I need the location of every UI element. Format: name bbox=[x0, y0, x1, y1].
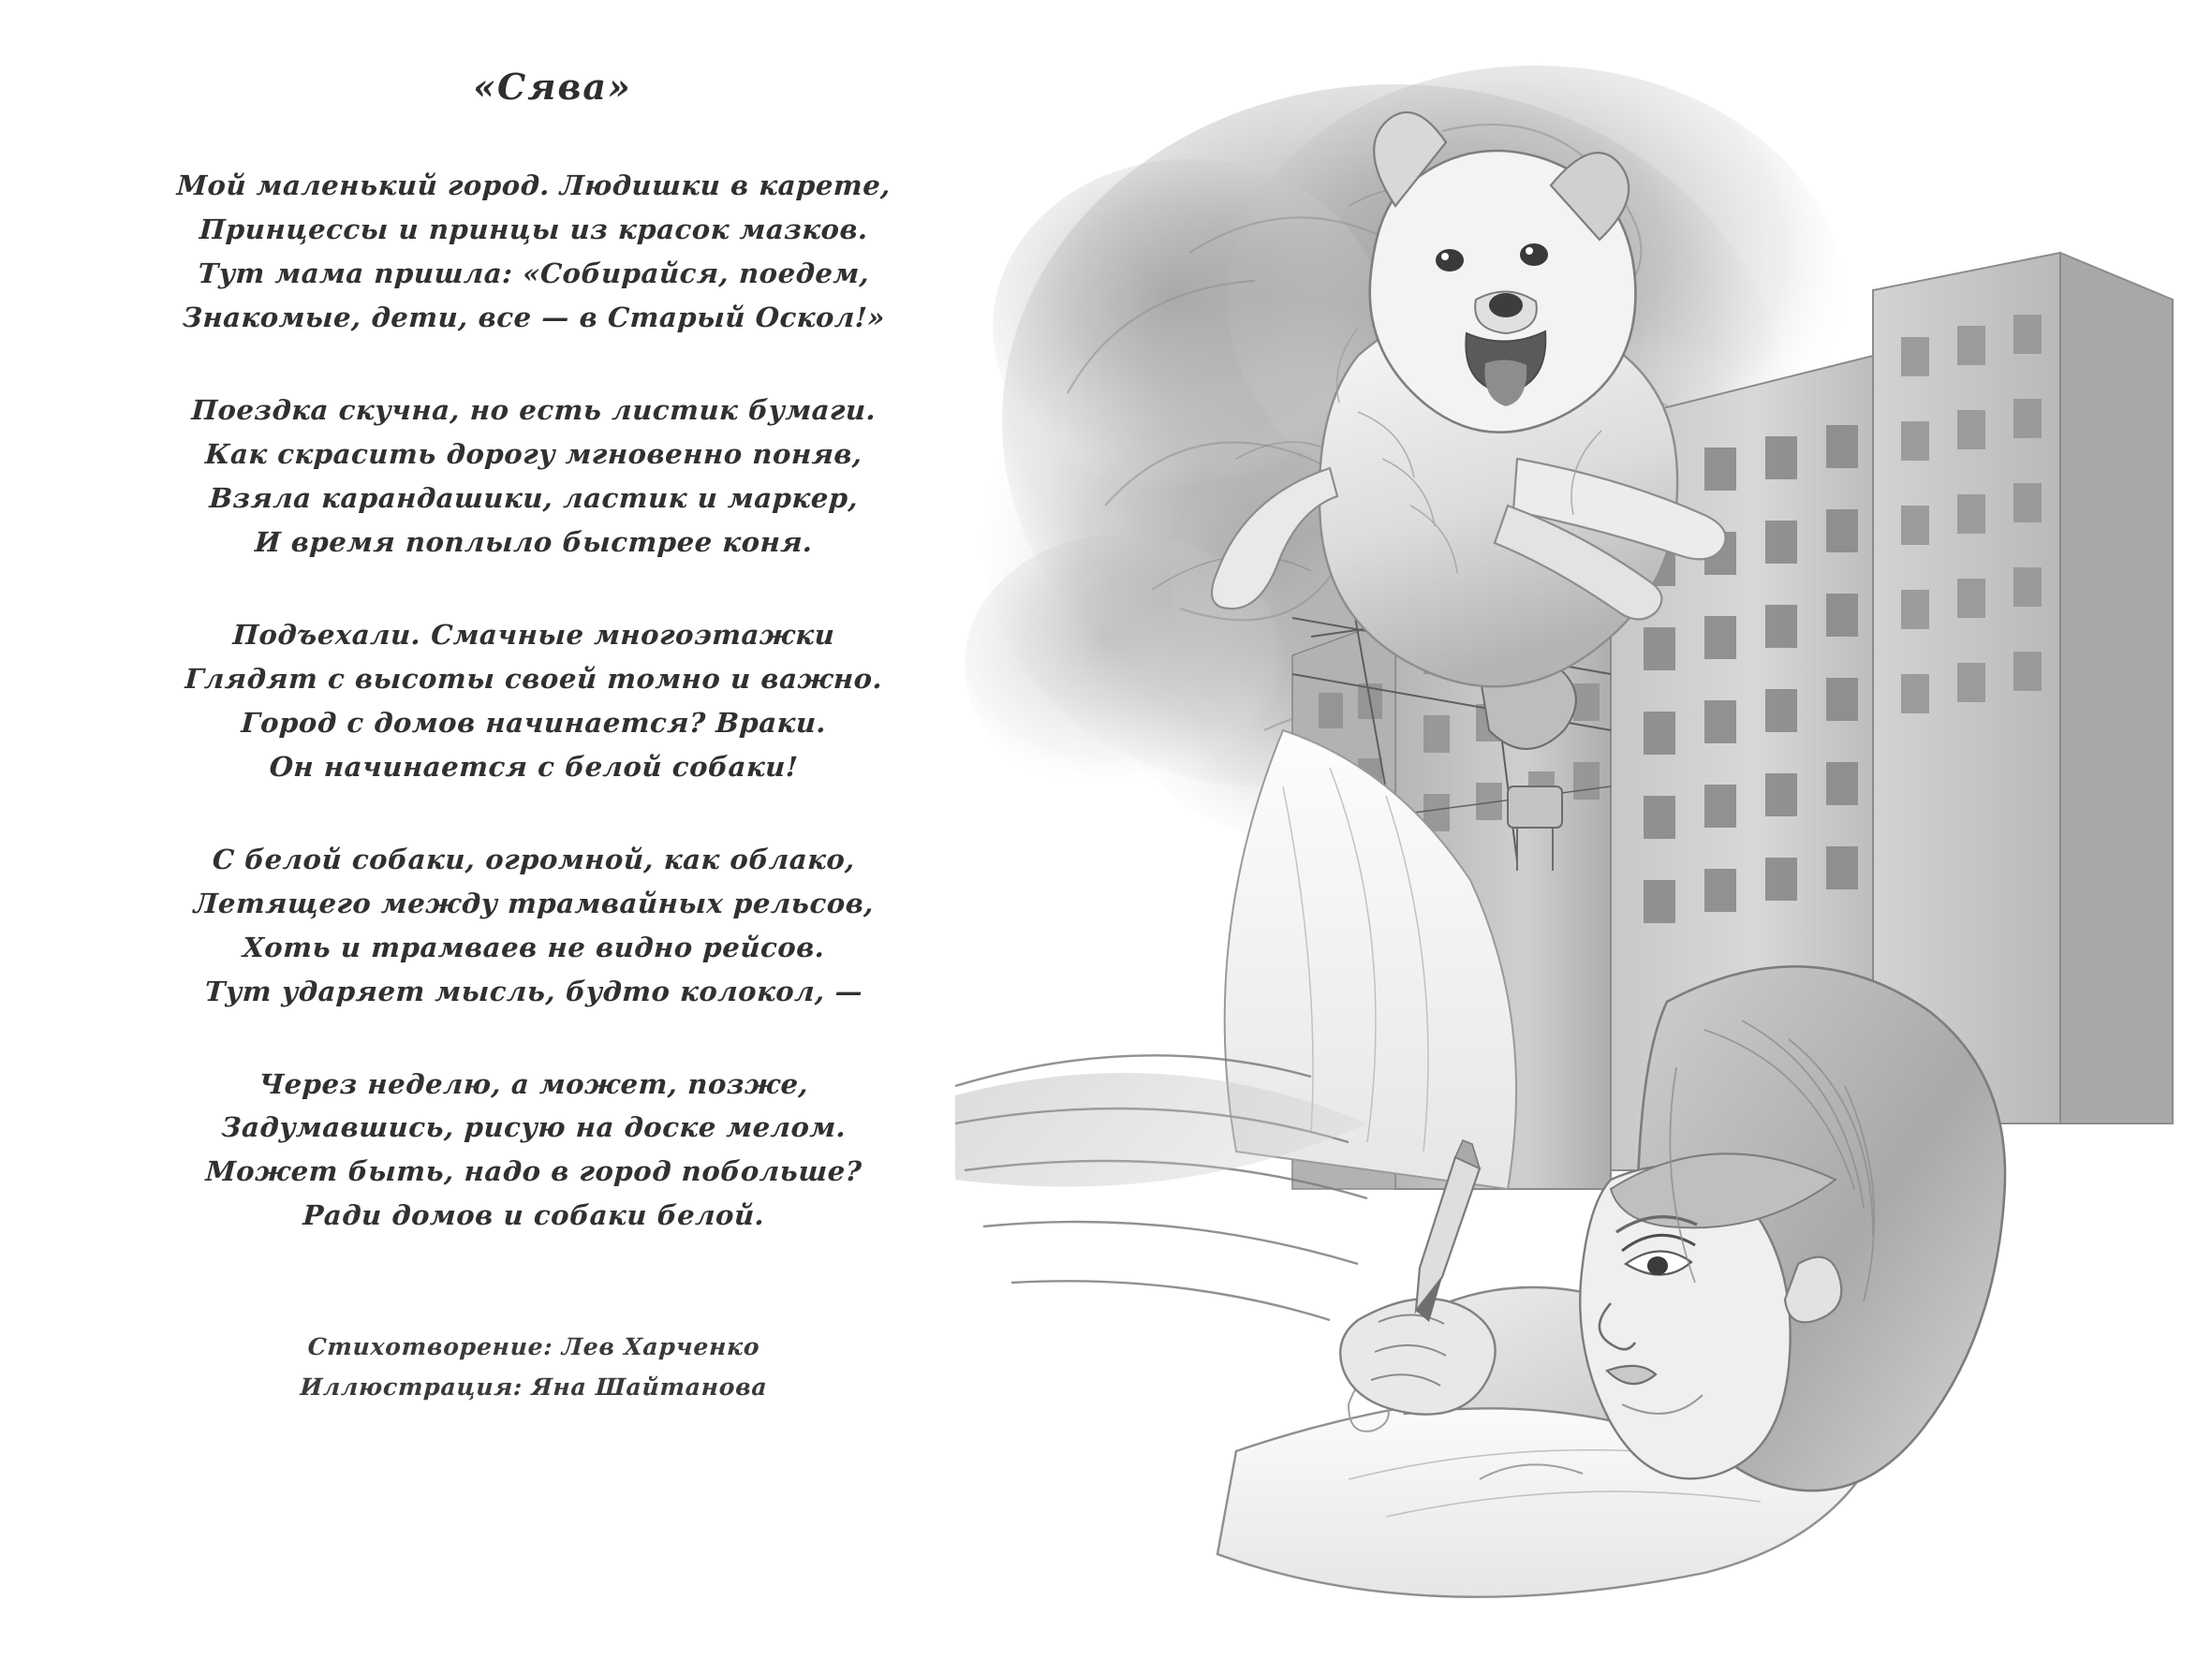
poem-stanzas bbox=[112, 164, 955, 1238]
stanza bbox=[112, 389, 955, 565]
stanza bbox=[112, 838, 955, 1014]
poem-line: Глядят с высоты своей томно и важно. bbox=[184, 662, 884, 695]
poem-line: Взяла карандашики, ластик и маркер, bbox=[208, 481, 860, 514]
credit-author: Стихотворение: Лев Харченко bbox=[306, 1333, 761, 1361]
poem-line: Принцессы и принцы из красок мазков. bbox=[199, 213, 869, 245]
poem-line: Подъехали. Смачные многоэтажки bbox=[231, 618, 836, 651]
stanza bbox=[112, 1063, 955, 1239]
pencil-drawing-girl-dog-city bbox=[955, 19, 2201, 1648]
stanza bbox=[112, 164, 955, 340]
poem-line: Может быть, надо в город побольше? bbox=[204, 1155, 863, 1188]
dog-head bbox=[1370, 112, 1636, 433]
poem-line: Летящего между трамвайных рельсов, bbox=[192, 887, 876, 919]
poem-line: Знакомые, дети, все — в Старый Оскол!» bbox=[182, 301, 886, 333]
poem-line: Город с домов начинается? Враки. bbox=[240, 706, 828, 739]
poem-line: И время поплыло быстрее коня. bbox=[254, 525, 814, 558]
poem-line: Хоть и трамваев не видно рейсов. bbox=[242, 931, 826, 963]
poem-line: Поездка скучна, но есть листик бумаги. bbox=[190, 393, 877, 426]
stanza bbox=[112, 613, 955, 789]
poem-line: Ради домов и собаки белой. bbox=[302, 1199, 766, 1232]
poem-line: Тут мама пришла: «Собирайся, поедем, bbox=[197, 257, 871, 289]
credits-block bbox=[112, 1328, 955, 1407]
poem-line: Как скрасить дорогу мгновенно поняв, bbox=[204, 437, 863, 470]
credit-illustrator: Иллюстрация: Яна Шайтанова bbox=[299, 1373, 769, 1401]
poem-line: С белой собаки, огромной, как облако, bbox=[211, 843, 857, 875]
poem-line: Задумавшись, рисую на доске мелом. bbox=[220, 1111, 848, 1144]
poem-text-column bbox=[112, 37, 955, 1629]
page-title: «Сява» bbox=[473, 66, 632, 108]
poem-line: Мой маленький город. Людишки в карете, bbox=[176, 169, 892, 201]
poem-line: Тут ударяет мысль, будто колокол, — bbox=[203, 975, 864, 1007]
poem-line: Через неделю, а может, позже, bbox=[258, 1067, 810, 1100]
poem-line: Он начинается с белой собаки! bbox=[268, 750, 800, 783]
